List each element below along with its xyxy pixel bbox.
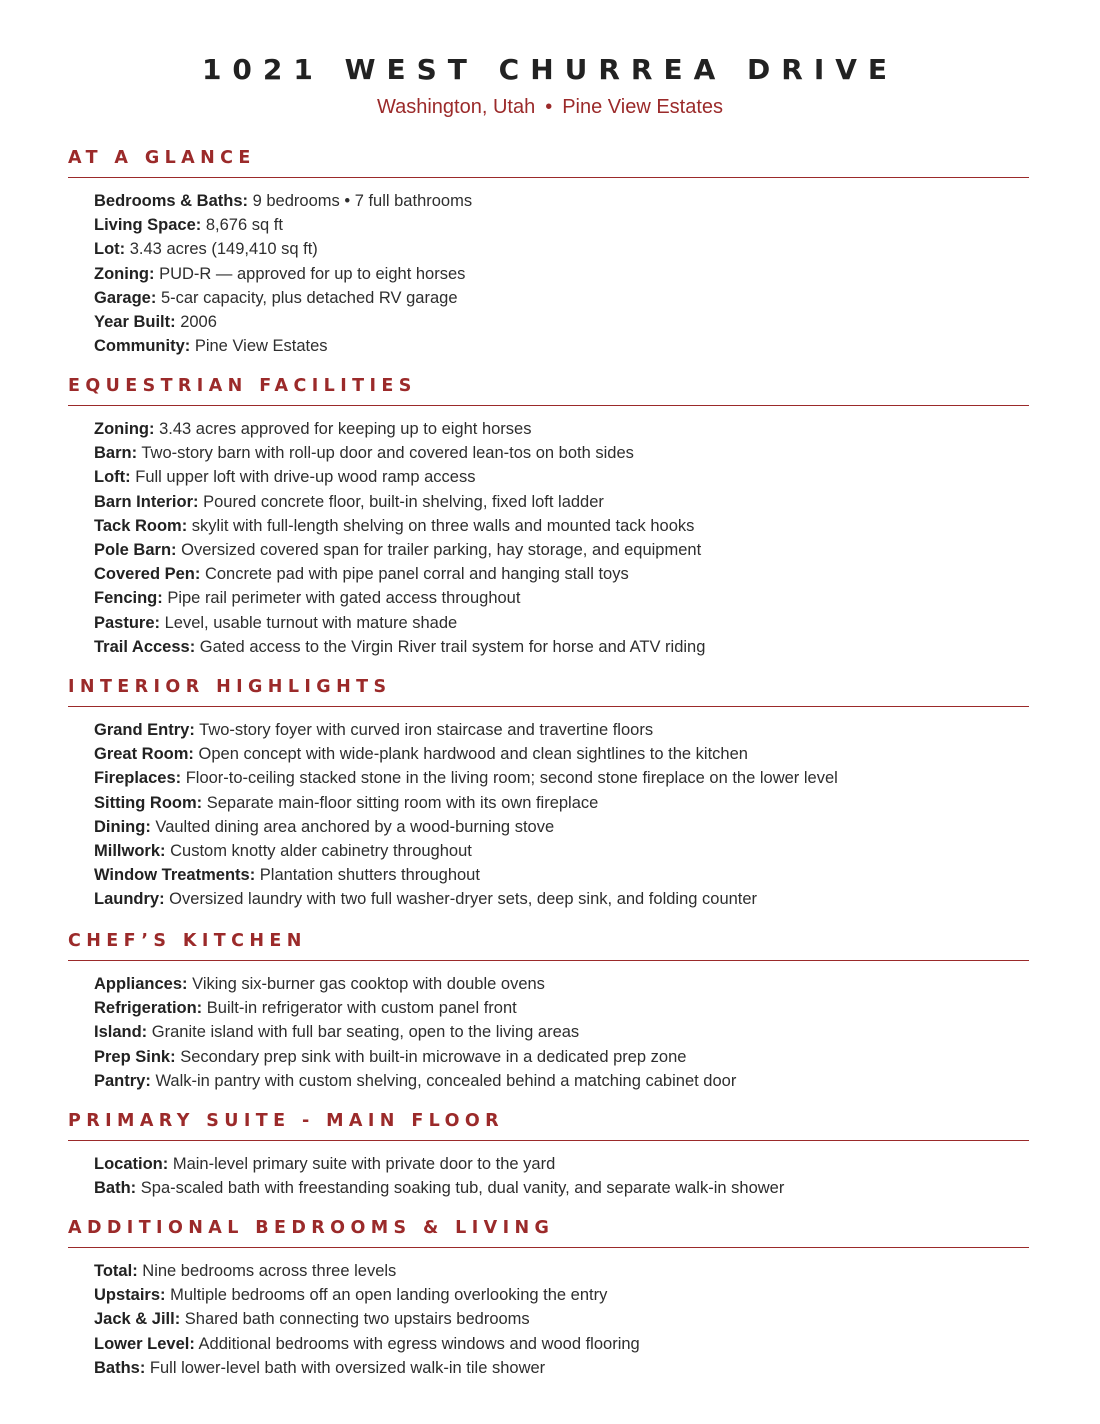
list-item	[94, 611, 1029, 635]
item-label: Millwork:	[94, 841, 166, 860]
item-label: Barn Interior:	[94, 492, 199, 511]
item-label: Window Treatments:	[94, 866, 256, 885]
section-list	[94, 718, 1029, 912]
list-item	[94, 514, 1029, 538]
section-list	[94, 417, 1029, 659]
section-divider	[68, 1140, 1029, 1141]
section-additional-bedrooms	[68, 1217, 1029, 1380]
list-item	[94, 1152, 1029, 1176]
section-primary-suite	[68, 1110, 1029, 1200]
page-subtitle	[0, 94, 1100, 120]
list-item	[94, 972, 1029, 996]
section-divider	[68, 960, 1029, 961]
item-text: Pipe rail perimeter with gated access throughout	[162, 589, 521, 608]
item-text: Secondary prep sink with built-in microwave in a dedicated prep zone	[175, 1047, 687, 1066]
item-text: Full upper loft with drive-up wood ramp access	[130, 468, 476, 487]
item-text: 2006	[175, 312, 217, 331]
item-text: Poured concrete floor, built-in shelving, fixed loft ladder	[198, 492, 604, 511]
item-text: 5-car capacity, plus detached RV garage	[156, 288, 458, 307]
section-equestrian-facilities	[68, 375, 1029, 659]
item-text: Separate main-floor sitting room with its own fireplace	[202, 793, 599, 812]
item-label: Appliances:	[94, 975, 188, 993]
list-item	[94, 887, 1029, 911]
item-label: Trail Access:	[94, 637, 196, 656]
item-label: Lower Level:	[94, 1334, 195, 1353]
list-item	[94, 766, 1029, 790]
item-label: Prep Sink:	[94, 1047, 176, 1066]
subtitle-city: Washington, Utah	[376, 96, 536, 118]
item-text: Pine View Estates	[190, 337, 328, 356]
list-item	[94, 1356, 1029, 1380]
item-text: 3.43 acres approved for keeping up to eight horses	[154, 420, 532, 438]
list-item	[94, 1332, 1029, 1356]
list-item	[94, 562, 1029, 586]
list-item	[94, 1259, 1029, 1283]
list-item	[94, 1283, 1029, 1307]
item-text: Level, usable turnout with mature shade	[160, 613, 458, 632]
item-label: Lot:	[94, 240, 126, 259]
item-label: Fencing:	[94, 589, 163, 608]
list-item	[94, 742, 1029, 766]
section-heading: CHEF’S KITCHEN	[68, 931, 307, 951]
list-item	[94, 635, 1029, 659]
list-item	[94, 1020, 1029, 1044]
item-text: Granite island with full bar seating, open to the living areas	[147, 1023, 580, 1042]
item-label: Pole Barn:	[94, 540, 177, 559]
item-label: Bedrooms & Baths:	[94, 192, 249, 210]
item-label: Zoning:	[94, 420, 155, 438]
list-item	[94, 286, 1029, 310]
item-text: Oversized laundry with two full washer-dryer sets, deep sink, and folding counter	[164, 890, 758, 909]
section-list	[94, 1152, 1029, 1200]
item-text: 3.43 acres (149,410 sq ft)	[125, 240, 318, 259]
item-label: Great Room:	[94, 745, 194, 764]
section-list	[94, 972, 1029, 1093]
item-text: Additional bedrooms with egress windows and wood flooring	[194, 1334, 640, 1353]
section-list	[94, 1259, 1029, 1380]
item-text: Nine bedrooms across three levels	[137, 1262, 397, 1280]
list-item	[94, 237, 1029, 261]
list-item	[94, 586, 1029, 610]
list-item	[94, 334, 1029, 358]
item-text: 8,676 sq ft	[201, 216, 283, 235]
section-divider	[68, 177, 1029, 178]
list-item	[94, 441, 1029, 465]
item-label: Pantry:	[94, 1071, 151, 1090]
item-text: Two-story barn with roll-up door and covered lean-tos on both sides	[137, 444, 634, 463]
list-item	[94, 815, 1029, 839]
subtitle-separator: •	[545, 96, 553, 118]
item-text: Spa-scaled bath with freestanding soaking tub, dual vanity, and separate walk-in shower	[136, 1179, 785, 1198]
item-text: Walk-in pantry with custom shelving, concealed behind a matching cabinet door	[150, 1071, 737, 1090]
item-text: Vaulted dining area anchored by a wood-burning stove	[150, 817, 555, 836]
section-chefs-kitchen	[68, 930, 1029, 1093]
item-label: Dining:	[94, 817, 151, 836]
list-item	[94, 490, 1029, 514]
item-text: Floor-to-ceiling stacked stone in the living room; second stone fireplace on the lower level	[181, 769, 838, 788]
list-item	[94, 1307, 1029, 1331]
list-item	[94, 863, 1029, 887]
subtitle-community: Pine View Estates	[562, 96, 724, 118]
list-item	[94, 189, 1029, 213]
list-item	[94, 718, 1029, 742]
item-label: Covered Pen:	[94, 565, 201, 584]
item-text: skylit with full-length shelving on three walls and mounted tack hooks	[187, 516, 695, 535]
item-label: Loft:	[94, 468, 131, 487]
item-label: Tack Room:	[94, 516, 188, 535]
section-heading: PRIMARY SUITE - MAIN FLOOR	[68, 1111, 505, 1131]
item-text: PUD-R — approved for up to eight horses	[154, 264, 466, 283]
section-list	[94, 189, 1029, 358]
list-item	[94, 465, 1029, 489]
item-label: Location:	[94, 1155, 169, 1173]
section-divider	[68, 1247, 1029, 1248]
list-item	[94, 538, 1029, 562]
item-text: Viking six-burner gas cooktop with double ovens	[187, 975, 545, 993]
item-text: Open concept with wide-plank hardwood and clean sightlines to the kitchen	[193, 745, 748, 764]
item-text: Custom knotty alder cabinetry throughout	[165, 841, 472, 860]
item-label: Laundry:	[94, 890, 165, 909]
section-heading: AT A GLANCE	[68, 148, 256, 168]
item-label: Upstairs:	[94, 1286, 166, 1305]
item-text: Multiple bedrooms off an open landing overlooking the entry	[165, 1286, 608, 1305]
item-label: Grand Entry:	[94, 721, 195, 739]
item-label: Bath:	[94, 1179, 137, 1198]
list-item	[94, 839, 1029, 863]
list-item	[94, 1045, 1029, 1069]
item-label: Barn:	[94, 444, 138, 463]
item-label: Pasture:	[94, 613, 161, 632]
list-item	[94, 417, 1029, 441]
item-label: Jack & Jill:	[94, 1310, 181, 1329]
item-text: Built-in refrigerator with custom panel front	[202, 999, 517, 1018]
item-text: Gated access to the Virgin River trail system for horse and ATV riding	[195, 637, 706, 656]
item-text: Shared bath connecting two upstairs bedrooms	[180, 1310, 530, 1329]
item-label: Refrigeration:	[94, 999, 203, 1018]
list-item	[94, 1069, 1029, 1093]
list-item	[94, 213, 1029, 237]
list-item	[94, 791, 1029, 815]
list-item	[94, 1176, 1029, 1200]
item-text: Two-story foyer with curved iron staircase and travertine floors	[194, 721, 654, 739]
section-at-a-glance	[68, 147, 1029, 358]
item-label: Total:	[94, 1262, 138, 1280]
section-heading: ADDITIONAL BEDROOMS & LIVING	[68, 1218, 555, 1238]
item-text: 9 bedrooms • 7 full bathrooms	[248, 192, 473, 210]
item-label: Year Built:	[94, 312, 176, 331]
item-label: Island:	[94, 1023, 148, 1042]
list-item	[94, 310, 1029, 334]
section-heading: EQUESTRIAN FACILITIES	[68, 376, 417, 396]
item-label: Community:	[94, 337, 191, 356]
item-text: Main-level primary suite with private door to the yard	[168, 1155, 556, 1173]
section-divider	[68, 405, 1029, 406]
section-interior-highlights	[68, 676, 1029, 912]
item-label: Fireplaces:	[94, 769, 182, 788]
item-label: Living Space:	[94, 216, 202, 235]
item-label: Garage:	[94, 288, 157, 307]
item-text: Full lower-level bath with oversized walk-in tile shower	[145, 1358, 546, 1377]
item-text: Concrete pad with pipe panel corral and hanging stall toys	[200, 565, 629, 584]
list-item	[94, 996, 1029, 1020]
list-item	[94, 262, 1029, 286]
section-heading: INTERIOR HIGHLIGHTS	[68, 677, 392, 697]
item-text: Plantation shutters throughout	[255, 866, 480, 885]
item-text: Oversized covered span for trailer parking, hay storage, and equipment	[176, 540, 702, 559]
page-title: 1021 WEST CHURREA DRIVE	[201, 53, 899, 86]
section-divider	[68, 706, 1029, 707]
item-label: Baths:	[94, 1358, 146, 1377]
item-label: Zoning:	[94, 264, 155, 283]
item-label: Sitting Room:	[94, 793, 203, 812]
